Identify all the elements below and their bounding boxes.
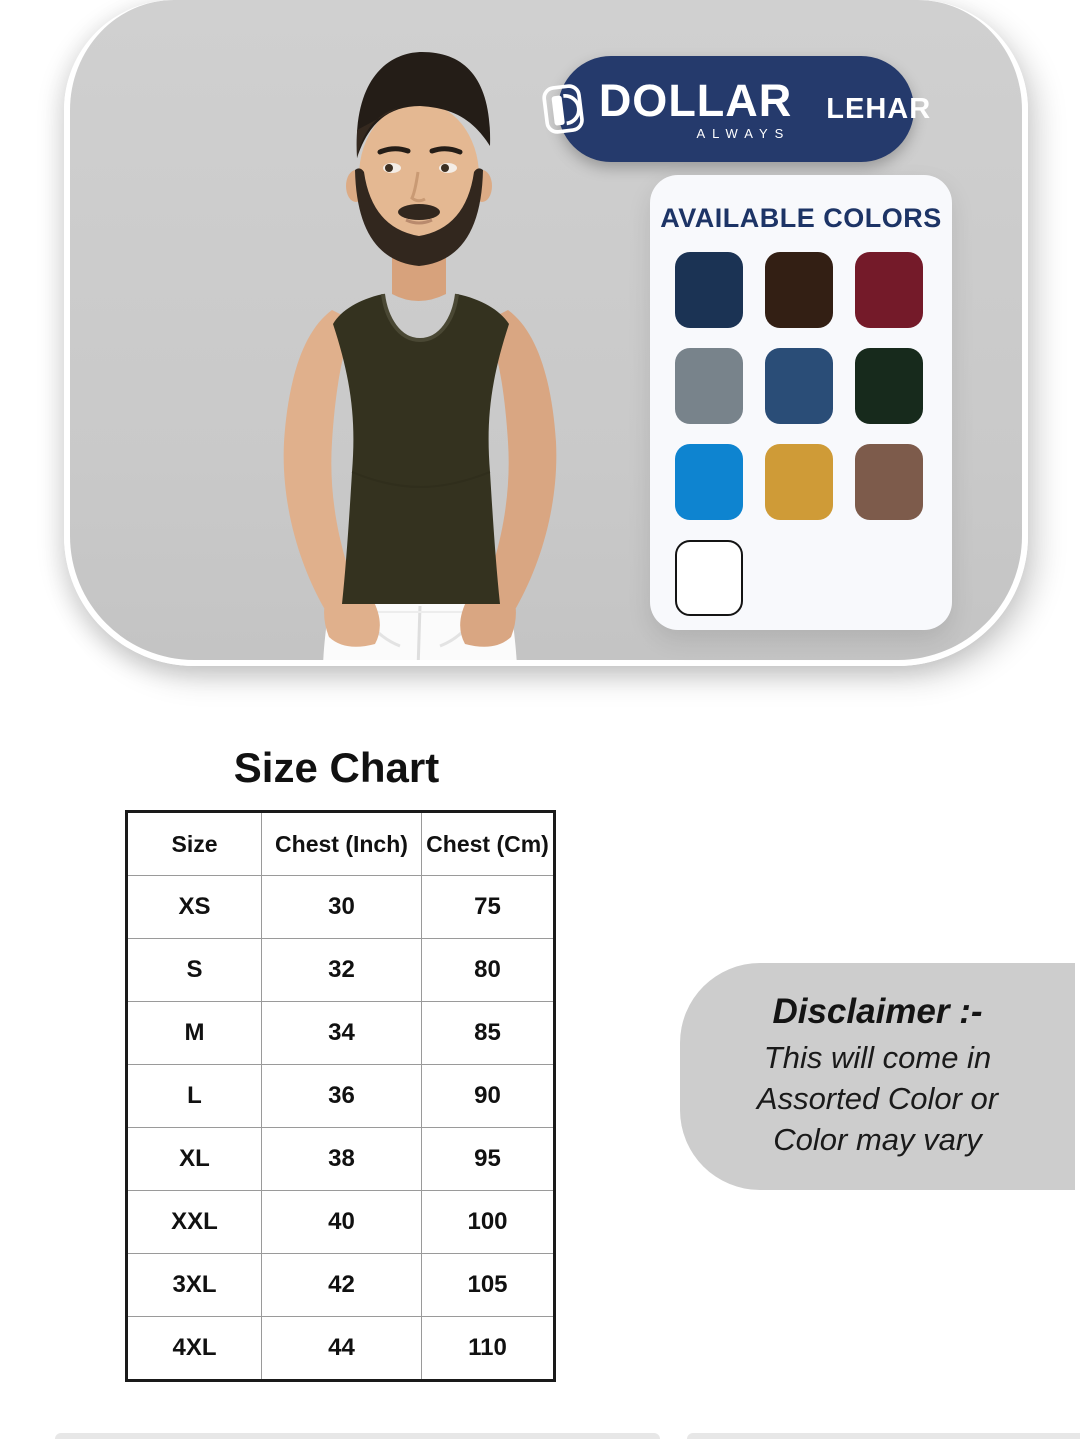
cell-size: L [127,1065,262,1128]
color-swatch-mustard [765,444,833,520]
disclaimer-line: Assorted Color or [756,1081,999,1117]
brand-name: DOLLAR [598,75,793,126]
sub-brand-name: LEHAR [826,92,932,125]
cell-size: M [127,1002,262,1065]
table-row [127,1254,555,1317]
cell-inch: 32 [262,939,422,1002]
cell-cm: 90 [422,1065,555,1128]
cell-size: XL [127,1128,262,1191]
table-row [127,1002,555,1065]
available-colors-title: AVAILABLE COLORS [660,203,942,233]
brand-wordmark [598,75,793,141]
cell-cm: 105 [422,1254,555,1317]
color-swatch-dark-brown [765,252,833,328]
cell-inch: 34 [262,1002,422,1065]
cell-size: XXL [127,1191,262,1254]
column-header-chest-cm: Chest (Cm) [422,812,555,876]
cell-cm: 80 [422,939,555,1002]
color-swatch-white [675,540,743,616]
brand-logo [558,56,932,162]
size-chart-header-row [127,812,555,876]
size-chart-title: Size Chart [233,744,440,791]
available-colors-panel [650,175,952,630]
color-swatch-steel-blue [765,348,833,424]
color-swatch-maroon [855,252,923,328]
cell-inch: 30 [262,876,422,939]
dollar-monogram-icon [541,81,587,137]
cell-size: S [127,939,262,1002]
table-row [127,876,555,939]
cell-inch: 38 [262,1128,422,1191]
cell-cm: 100 [422,1191,555,1254]
color-swatch-bright-blue [675,444,743,520]
brand-tagline: ALWAYS [696,126,791,141]
color-swatch-navy [675,252,743,328]
color-swatch-brown [855,444,923,520]
cell-size: 3XL [127,1254,262,1317]
cell-inch: 36 [262,1065,422,1128]
cell-cm: 75 [422,876,555,939]
disclaimer-box [680,963,1075,1190]
table-row [127,939,555,1002]
size-chart-table [125,810,556,1382]
next-section-edge [55,1433,660,1439]
column-header-chest-inch: Chest (Inch) [262,812,422,876]
table-row [127,1191,555,1254]
next-section-edge [687,1433,1080,1439]
color-swatch-dark-green [855,348,923,424]
table-row [127,1317,555,1381]
color-swatch-grey [675,348,743,424]
cell-size: 4XL [127,1317,262,1381]
cell-inch: 40 [262,1191,422,1254]
cell-cm: 110 [422,1317,555,1381]
table-row [127,1128,555,1191]
cell-size: XS [127,876,262,939]
cell-inch: 44 [262,1317,422,1381]
disclaimer-line: This will come in [763,1040,992,1076]
cell-cm: 85 [422,1002,555,1065]
table-row [127,1065,555,1128]
cell-cm: 95 [422,1128,555,1191]
disclaimer-line: Color may vary [773,1121,982,1157]
color-swatch-grid [675,252,923,616]
column-header-size: Size [127,812,262,876]
cell-inch: 42 [262,1254,422,1317]
disclaimer-title: Disclaimer :- [772,992,983,1032]
